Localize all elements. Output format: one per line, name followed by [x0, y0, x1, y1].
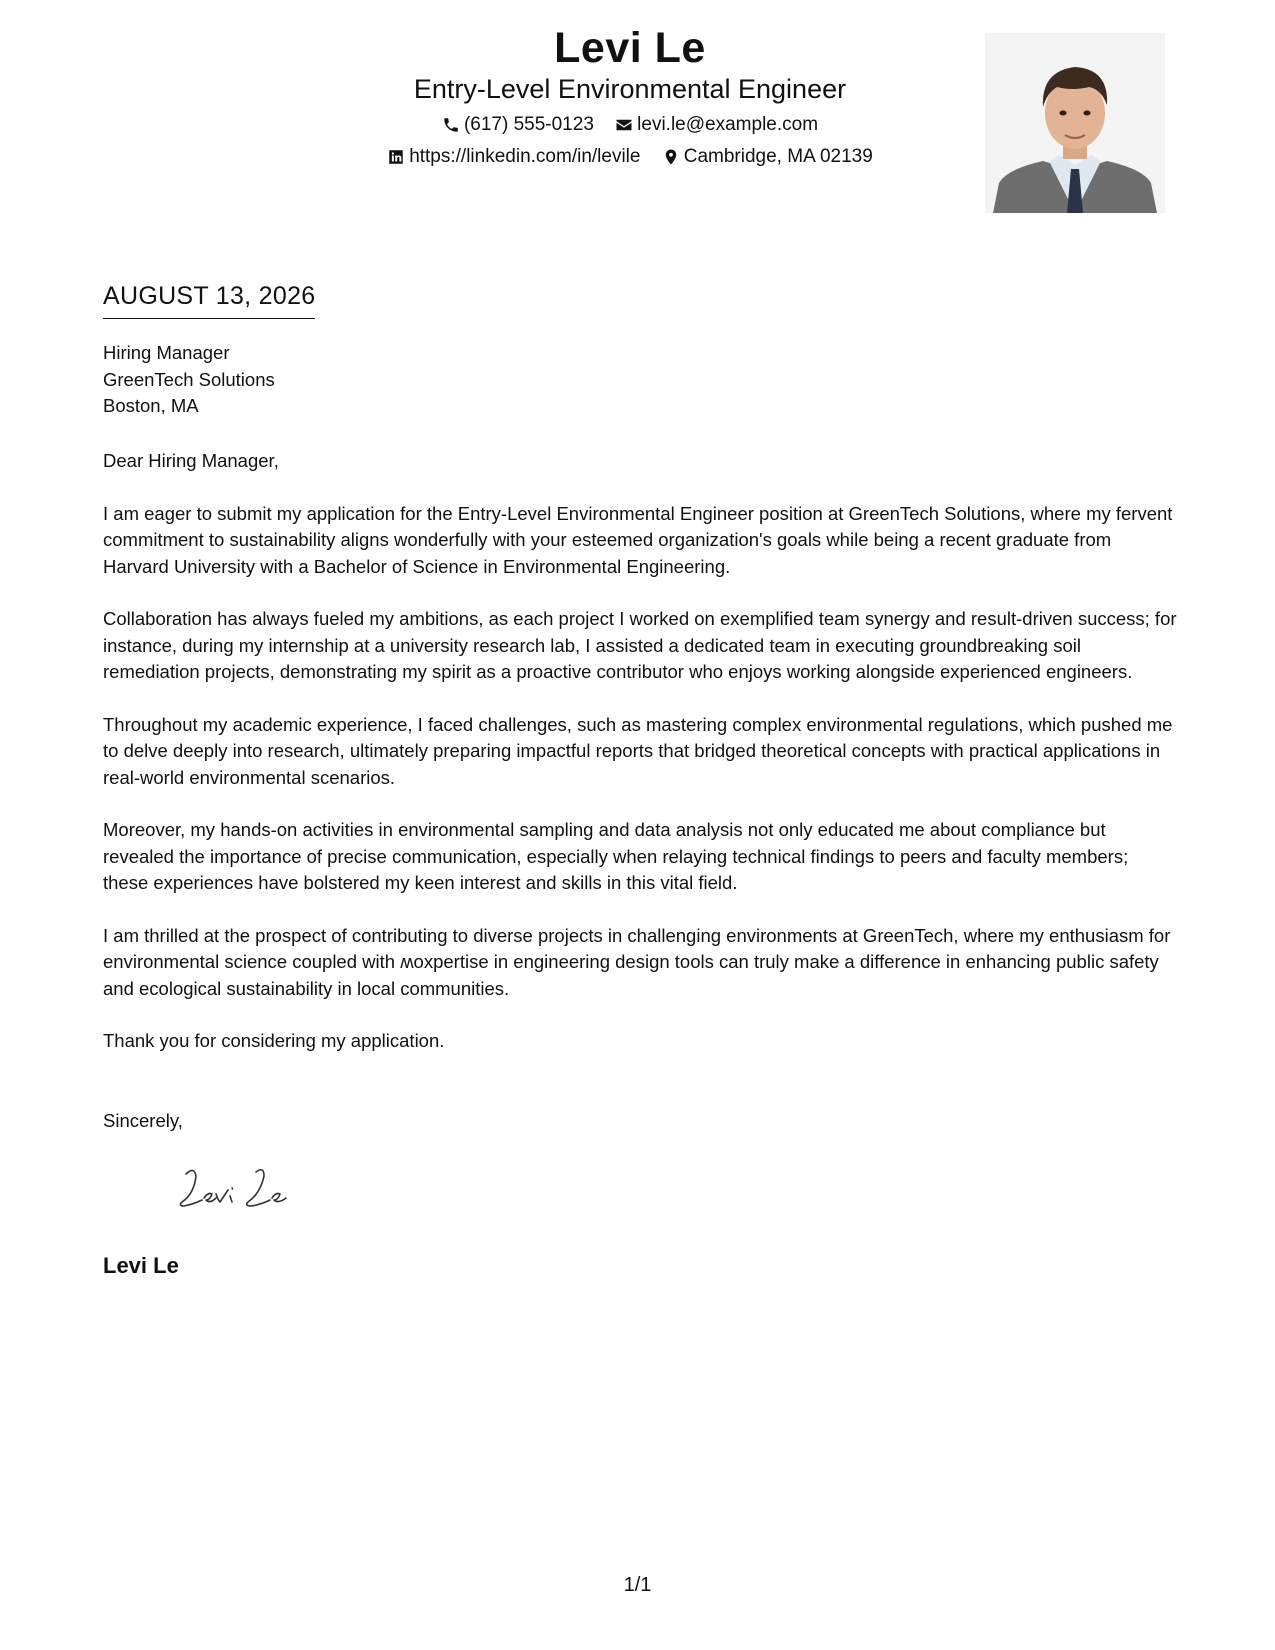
envelope-icon: [615, 116, 633, 134]
portrait-image: [985, 33, 1165, 213]
contact-row-1: [280, 113, 980, 141]
contact-email: [615, 113, 818, 137]
letter-date: AUGUST 13, 2026: [103, 280, 315, 319]
contact-phone: [442, 113, 594, 137]
thanks-line: Thank you for considering my application.: [103, 1030, 445, 1051]
signer-name: Levi Le: [103, 1253, 179, 1278]
letter-body: [103, 448, 1178, 1081]
recipient-line: Boston, MA: [103, 395, 199, 416]
body-paragraph: Moreover, my hands-on activities in environmental sampling and data analysis not only educated me about compliance but revealed the importance of precise communication, especially when relaying technical findings to peers and faculty members; these experiences have bolstered my keen interest and skills in this vital field.: [103, 819, 1129, 893]
page-number: 1/1: [623, 1574, 652, 1596]
recipient-line: Hiring Manager: [103, 342, 230, 363]
location-text: Cambridge, MA 02139: [683, 146, 873, 167]
email-text: levi.le@example.com: [637, 114, 819, 135]
body-paragraph: Throughout my academic experience, I faced challenges, such as mastering complex environmental regulations, which pushed me to delve deeply into research, ultimately preparing impactful reports that bridged theoretical concepts with practical applications in real-world environmental scenarios.: [103, 713, 1173, 788]
linkedin-icon: [387, 148, 405, 166]
recipient-block: [103, 340, 275, 420]
contact-row-2: [280, 145, 980, 173]
recipient-line: GreenTech Solutions: [103, 368, 275, 390]
body-paragraph: I am thrilled at the prospect of contributing to diverse projects in challenging environments at GreenTech, where my enthusiasm for environmental science coupled with ʍoxpertise in engineering design tools can truly make a difference in enhancing public safety and ecological sustainability in local communities.: [103, 924, 1171, 999]
linkedin-text: https://linkedin.com/in/levile: [409, 146, 641, 167]
body-paragraph: I am eager to submit my application for the Entry-Level Environmental Engineer position at GreenTech Solutions, where my fervent commitment to sustainability aligns wonderfully with your esteemed organization's goals while being a recent graduate from Harvard University with a Bachelor of Science in Environmental Engineering.: [103, 502, 1173, 577]
profile-photo: [985, 33, 1165, 213]
applicant-name: Levi Le: [554, 24, 706, 72]
phone-icon: [442, 116, 460, 134]
job-title: Entry-Level Environmental Engineer: [413, 74, 847, 104]
contact-location: [662, 145, 873, 169]
salutation: Dear Hiring Manager,: [103, 450, 279, 471]
body-paragraph: Collaboration has always fueled my ambitions, as each project I worked on exemplified team synergy and result-driven success; for instance, during my internship at a university research lab, I assisted a dedicated team in executing groundbreaking soil remediation projects, demonstrating my spirit as a proactive contributor who enjoys working alongside experienced engineers.: [103, 608, 1177, 682]
map-pin-icon: [662, 148, 680, 166]
closing: Sincerely,: [103, 1110, 183, 1131]
letter-header: [0, 0, 1275, 230]
handwritten-signature: [172, 1160, 292, 1220]
contact-linkedin: [387, 145, 640, 169]
signature-image: [172, 1160, 292, 1220]
phone-text: (617) 555-0123: [463, 114, 594, 135]
